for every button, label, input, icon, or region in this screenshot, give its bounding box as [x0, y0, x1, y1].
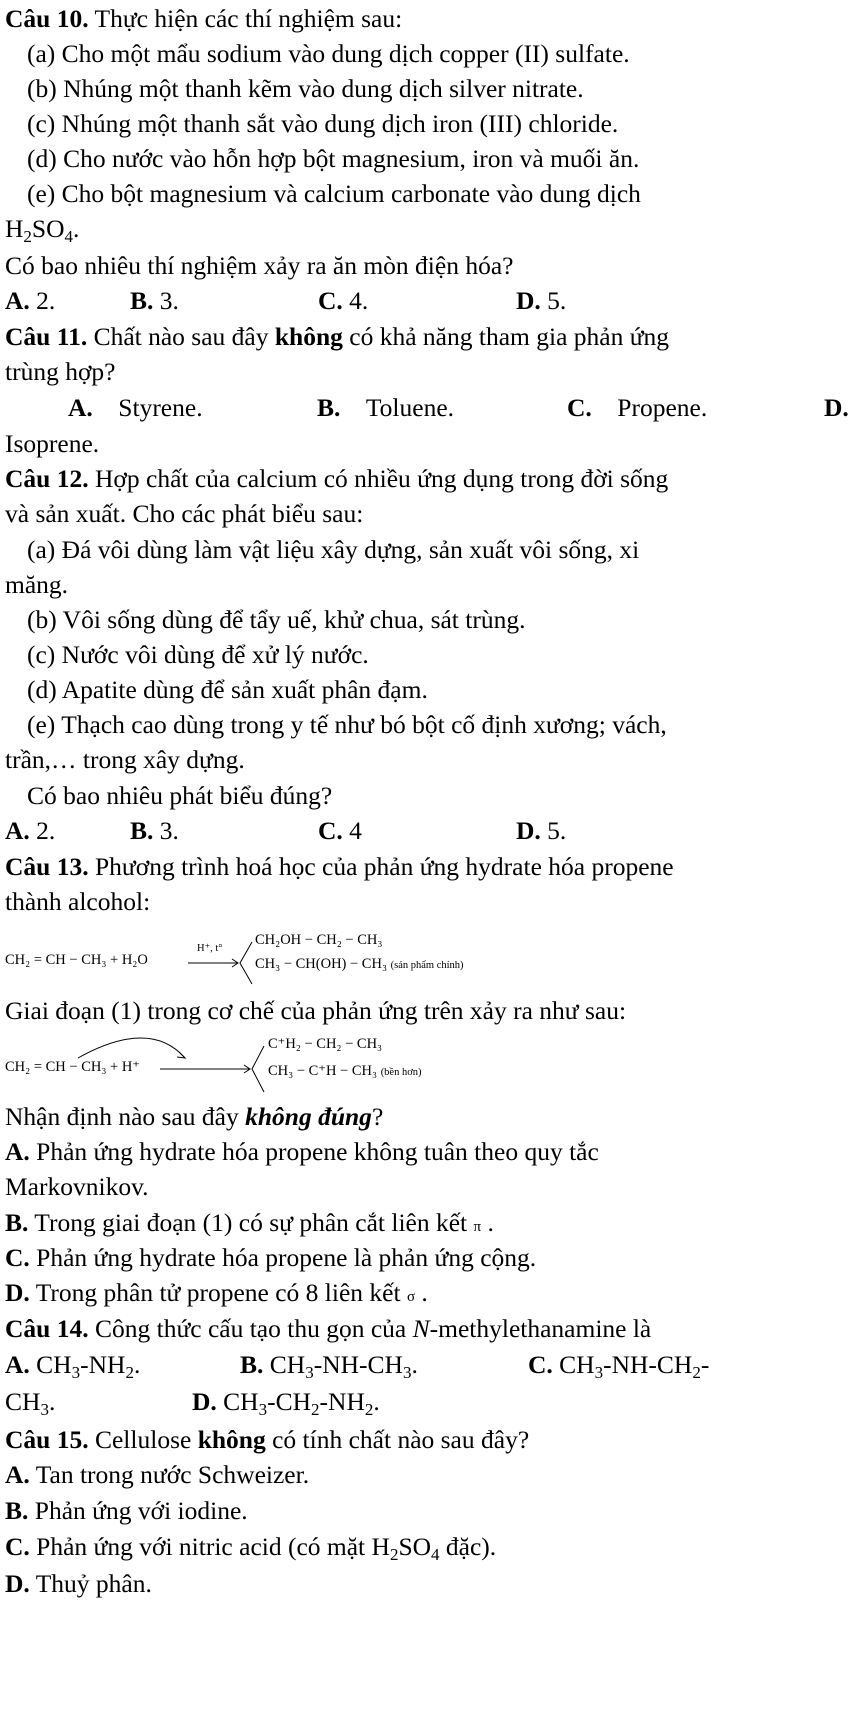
q12-option-d[interactable]: D. 5. [516, 816, 567, 845]
q11-option-a[interactable]: A. Styrene. [68, 393, 203, 422]
q15-option-b[interactable]: B. Phản ứng với iodine. [5, 1496, 248, 1525]
q12-item-c: (c) Nước vôi dùng để xử lý nước. [27, 640, 369, 669]
q10-item-a: (a) Cho một mẩu sodium vào dung dịch copper (II) sulfate. [27, 39, 630, 68]
q10-item-b: (b) Nhúng một thanh kẽm vào dung dịch silver nitrate. [27, 74, 584, 103]
q12-item-e-line2: trần,… trong xây dựng. [5, 745, 245, 774]
eq1-brace [240, 942, 252, 984]
q14-option-b[interactable]: B. $CH_3-NH-CH_3$. [240, 1350, 418, 1382]
q10-stem: Câu 10. Thực hiện các thí nghiệm sau: [5, 4, 403, 33]
q12-item-e: (e) Thạch cao dùng trong y tế như bó bột cố định xương; vách, [27, 710, 667, 739]
q14-stem: Câu 14. Công thức cấu tạo thu gọn của N-methylethanamine là [5, 1314, 652, 1343]
q12-stem-line2: và sản xuất. Cho các phát biểu sau: [5, 499, 364, 528]
q12-option-b[interactable]: B. 3. [130, 816, 179, 845]
q13-option-d[interactable]: D. Trong phân tử propene có 8 liên kết σ . [5, 1278, 428, 1307]
q12-item-d: (d) Apatite dùng để sản xuất phân đạm. [27, 675, 428, 704]
q13-question: Nhận định nào sau đây không đúng? [5, 1102, 384, 1131]
eq1-product-bottom: CH₃ − CH(OH) − CH₃ (sản phẩm chính) [255, 956, 464, 972]
q12-item-a: (a) Đá vôi dùng làm vật liệu xây dựng, sản xuất vôi sống, xi [27, 535, 640, 564]
q11-stem-line2: trùng hợp? [5, 357, 116, 386]
q14-option-c[interactable]: C. $CH_3-NH-CH_2-$ [528, 1350, 710, 1382]
q10-item-c: (c) Nhúng một thanh sắt vào dung dịch iron (III) chloride. [27, 109, 619, 138]
eq2-curved-arrowhead [177, 1052, 185, 1058]
q12-item-b: (b) Vôi sống dùng để tẩy uế, khử chua, sát trùng. [27, 605, 526, 634]
eq1-condition: H⁺, t° [197, 943, 223, 954]
q11-stem: Câu 11. Chất nào sau đây không có khả năng tham gia phản ứng [5, 322, 670, 351]
q14-option-a[interactable]: A. $CH_3-NH_2$. [5, 1350, 141, 1382]
q10-option-b[interactable]: B. 3. [130, 286, 179, 315]
q13-stem: Câu 13. Phương trình hoá học của phản ứng hydrate hóa propene [5, 852, 674, 881]
q14-option-c-line2[interactable]: $CH_3$. [5, 1387, 56, 1419]
eq2-product-top: C⁺H₂ − CH₂ − CH₃ [268, 1036, 383, 1052]
eq2-product-bottom: CH₃ − C⁺H − CH₃ (bền hơn) [268, 1063, 422, 1079]
q15-stem: Câu 15. Cellulose không có tính chất nào sau đây? [5, 1425, 530, 1454]
eq2-brace [252, 1046, 264, 1092]
q11-option-d-text[interactable]: Isoprene. [5, 429, 100, 458]
q12-stem: Câu 12. Hợp chất của calcium có nhiều ứng dụng trong đời sống [5, 464, 669, 493]
q15-option-c[interactable]: C. Phản ứng với nitric acid (có mặt $H_2SO_4$ đặc). [5, 1532, 497, 1564]
q12-item-a-line2: măng. [5, 570, 69, 599]
q10-option-d[interactable]: D. 5. [516, 286, 567, 315]
q11-option-d-label[interactable]: D. [824, 393, 849, 422]
q10-question: Có bao nhiêu thí nghiệm xảy ra ăn mòn điện hóa? [5, 251, 514, 280]
eq1-reactants: CH₂ = CH − CH₃ + H₂O [5, 952, 148, 968]
q15-option-a[interactable]: A. Tan trong nước Schweizer. [5, 1460, 310, 1489]
q12-option-c[interactable]: C. 4 [318, 816, 362, 845]
q13-option-b[interactable]: B. Trong giai đoạn (1) có sự phân cắt liên kết π . [5, 1208, 494, 1237]
q10-item-e-formula: $H_2SO_4$. [5, 214, 80, 246]
q10-item-e: (e) Cho bột magnesium và calcium carbonate vào dung dịch [27, 179, 641, 208]
q14-option-d[interactable]: D. $CH_3-CH_2-NH_2$. [192, 1387, 380, 1419]
q12-question: Có bao nhiêu phát biểu đúng? [27, 781, 333, 810]
q11-option-c[interactable]: C. Propene. [567, 393, 708, 422]
q12-option-a[interactable]: A. 2. [5, 816, 56, 845]
q13-option-a[interactable]: A. Phản ứng hydrate hóa propene không tuân theo quy tắc [5, 1137, 599, 1166]
q13-stage-text: Giai đoạn (1) trong cơ chế của phản ứng trên xảy ra như sau: [5, 996, 627, 1025]
q13-option-a-line2[interactable]: Markovnikov. [5, 1172, 149, 1201]
q10-option-a[interactable]: A. 2. [5, 286, 56, 315]
q13-stem-line2: thành alcohol: [5, 887, 151, 916]
q10-item-d: (d) Cho nước vào hỗn hợp bột magnesium, iron và muối ăn. [27, 144, 640, 173]
eq2-curved-arrow [78, 1038, 185, 1058]
q10-option-c[interactable]: C. 4. [318, 286, 369, 315]
q15-option-d[interactable]: D. Thuỷ phân. [5, 1569, 152, 1598]
eq1-product-top: CH₂OH − CH₂ − CH₃ [255, 932, 383, 948]
q11-option-b[interactable]: B. Toluene. [317, 393, 455, 422]
q13-option-c[interactable]: C. Phản ứng hydrate hóa propene là phản ứng cộng. [5, 1243, 537, 1272]
eq2-reactants: CH₂ = CH − CH₃ + H⁺ [5, 1059, 140, 1075]
